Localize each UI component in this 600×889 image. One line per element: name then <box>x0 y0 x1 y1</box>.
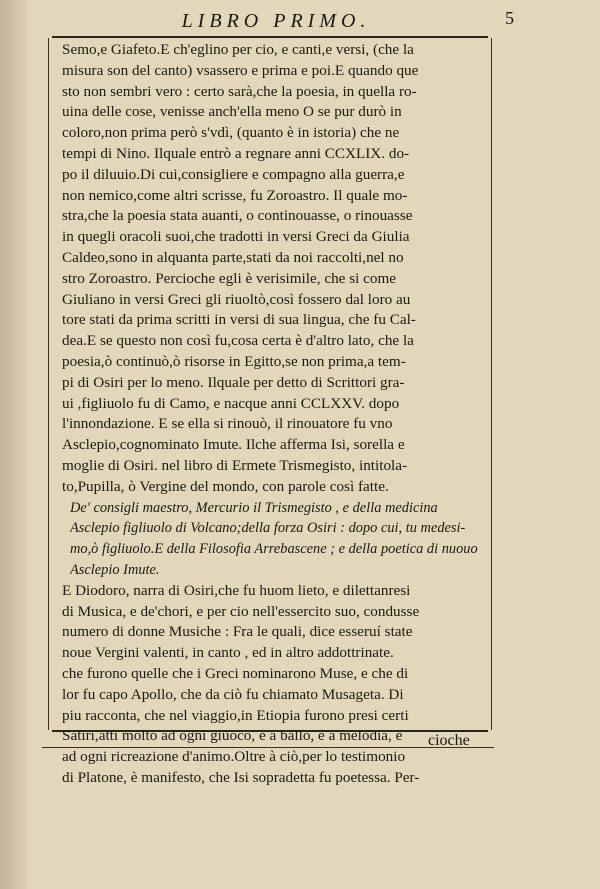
text-line: piu racconta, che nel viaggio,in Etiopia furono presi certi <box>62 706 409 724</box>
text-line: Giuliano in versi Greci gli riuoltò,così fossero dal loro au <box>62 290 411 308</box>
paragraph-second <box>62 581 482 789</box>
quote-line: mo,ò figliuolo.E della Filosofia Arrebascene ; e della poetica di nuouo <box>70 541 478 558</box>
text-line: tempi di Nino. Ilquale entrò a regnare anni CCXLIX. do- <box>62 144 410 162</box>
page-header <box>60 8 514 36</box>
paragraph-main <box>62 40 482 498</box>
text-line: stro Zoroastro. Percioche egli è verisimile, che si come <box>62 269 397 287</box>
text-line: di Platone, è manifesto, che Isi sopradetta fu poetessa. Per- <box>62 768 420 786</box>
text-line: E Diodoro, narra di Osiri,che fu huom lieto, e dilettanresi <box>62 581 411 599</box>
text-line: Semo,e Giafeto.E ch'eglino per cio, e canti,e versi, (che la <box>62 41 414 58</box>
text-line: stra,che la poesia stata auanti, o continouasse, o rinouasse <box>62 207 413 225</box>
text-line: lor fu capo Apollo, che da ciò fu chiamato Musageta. Di <box>62 685 404 703</box>
text-line: ui ,figliuolo fu di Camo, e nacque anni CCLXXV. dopo <box>62 394 400 412</box>
text-line: Caldeo,sono in alquanta parte,stati da noi raccolti,nel no <box>62 248 404 266</box>
quote-line: Asclepio Imute. <box>70 561 160 578</box>
text-frame <box>52 36 488 786</box>
page-number: 5 <box>505 8 514 28</box>
text-line: misura son del canto) vsassero e prima e poi.E quando que <box>62 61 419 79</box>
catchword: cioche <box>428 732 470 749</box>
text-line: che furono quelle che i Greci nominarono Muse, e che di <box>62 664 409 682</box>
running-title: LIBRO PRIMO. <box>181 10 371 32</box>
text-line: uina delle cose, venisse anch'ella meno O se pur durò in <box>62 103 402 121</box>
text-line: Asclepio,cognominato Imute. Ilche afferma Isi, sorella e <box>62 436 405 454</box>
text-line: l'innondazione. E se ella si rinouò, il rinouatore fu vno <box>62 415 393 433</box>
quoted-passage <box>62 498 482 581</box>
text-line: moglie di Osiri. nel libro di Ermete Trismegisto, intitola- <box>62 456 408 474</box>
text-line: numero di donne Musiche : Fra le quali, dice esseruí state <box>62 623 413 641</box>
text-line: to,Pupilla, ò Vergine del mondo, con parole così fatte. <box>62 477 389 495</box>
text-line: tore stati da prima scritti in versi di sua lingua, che fu Cal- <box>62 311 416 329</box>
quote-line: De' consigli maestro, Mercurio il Trismegisto , e della medicina <box>70 499 438 516</box>
quote-line: Asclepio figliuolo di Volcano;della forza Osiri : dopo cui, tu medesi- <box>70 520 466 537</box>
text-block <box>62 40 482 789</box>
text-line: noue Vergini valenti, in canto , ed in altro addottrinate. <box>62 644 394 662</box>
text-line: non nemico,come altri scrisse, fu Zoroastro. Il quale mo- <box>62 186 408 204</box>
text-line: coloro,non prima però s'vdì, (quanto è in istoria) che ne <box>62 124 400 142</box>
bottom-rule <box>42 747 494 748</box>
text-line: poesia,ò continuò,ò risorse in Egitto,se non prima,a tem- <box>62 352 406 370</box>
text-line: pi di Osiri per lo meno. Ilquale per detto di Scrittori gra- <box>62 373 405 391</box>
text-line: dea.E se questo non così fu,cosa certa è d'altro lato, che la <box>62 332 414 350</box>
text-line: po il diluuio.Di cui,consigliere e compagno alla guerra,e <box>62 165 405 183</box>
text-line: ad ogni ricreazione d'animo.Oltre à ciò,per lo testimonio <box>62 748 406 766</box>
page-gutter-shadow <box>0 0 26 889</box>
text-line: Satiri,atti molto ad ogni giuoco, e a ballo, e a melodia, e <box>62 727 403 745</box>
text-line: sto non sembri vero : certo sarà,che la poesia, in quella ro- <box>62 82 417 100</box>
text-line: in quegli oracoli suoi,che tradotti in versi Greci da Giulia <box>62 228 410 246</box>
text-line: di Musica, e de'chori, e per cio nell'essercito suo, condusse <box>62 602 420 620</box>
